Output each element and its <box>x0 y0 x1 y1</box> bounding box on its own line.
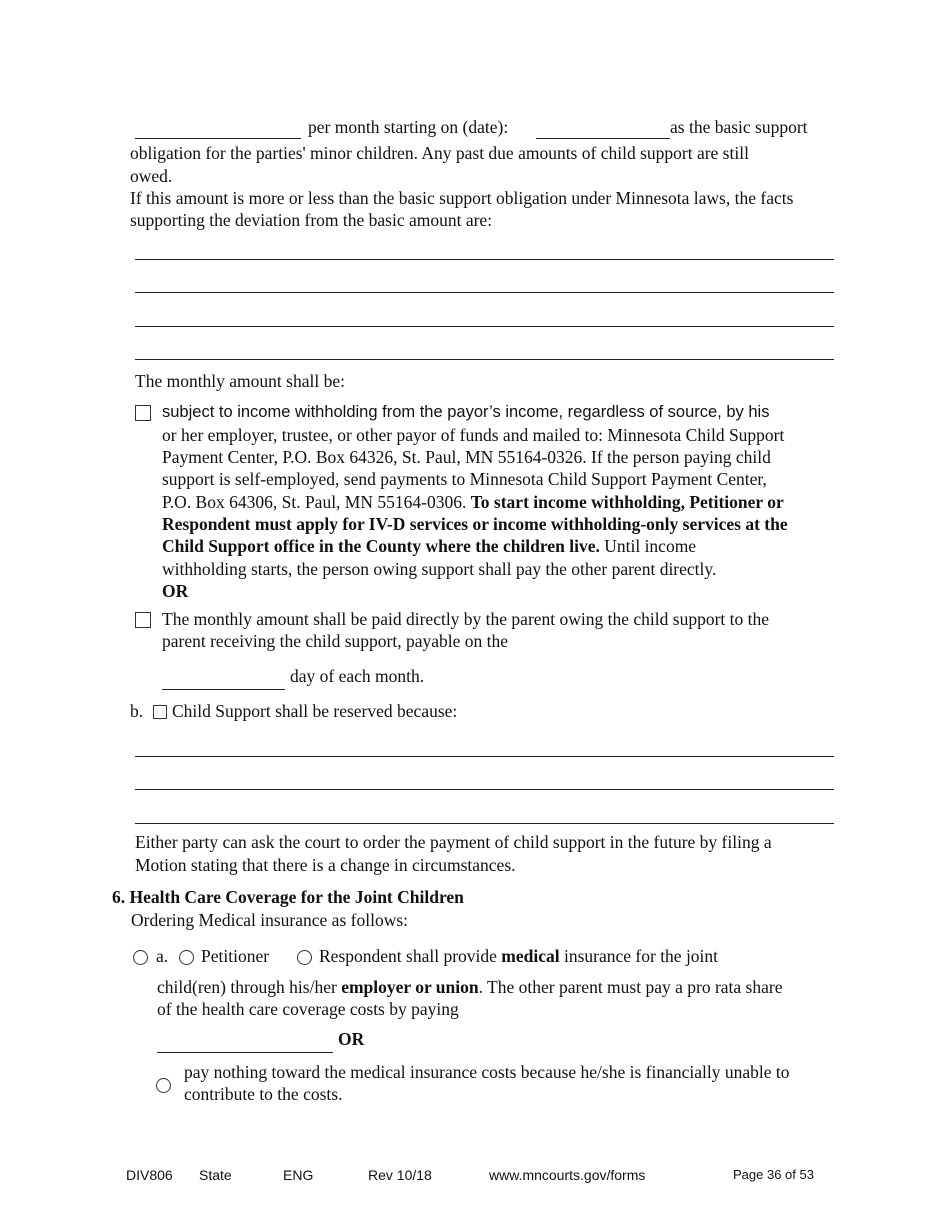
pay-nothing-line-2: contribute to the costs. <box>184 1084 343 1104</box>
deviation-line-1[interactable] <box>135 259 834 260</box>
day-of-month-field[interactable] <box>162 689 285 690</box>
either-party-line-2: Motion stating that there is a change in circumstances. <box>135 855 516 875</box>
pay-directly-line-1: The monthly amount shall be paid directly by the parent owing the child support to the <box>162 609 770 629</box>
health-subheading: Ordering Medical insurance as follows: <box>131 910 409 930</box>
reserved-letter: b. <box>130 701 144 721</box>
pay-directly-line-2: parent receiving the child support, payable on the <box>162 631 508 651</box>
pay-nothing-radio[interactable] <box>156 1078 171 1093</box>
withholding-line-5: P.O. Box 64306, St. Paul, MN 55164-0306. To start income withholding, Petitioner or <box>162 492 784 512</box>
withholding-line-7: Child Support office in the County where the children live. Until income <box>162 536 697 556</box>
health-heading: 6. Health Care Coverage for the Joint Children <box>112 887 464 907</box>
support-amount-field[interactable] <box>135 138 301 139</box>
reserved-line-2[interactable] <box>135 789 834 790</box>
footer-url[interactable]: www.mncourts.gov/forms <box>489 1167 646 1183</box>
withholding-line-4: support is self-employed, send payments to Minnesota Child Support Payment Center, <box>162 469 767 489</box>
per-month-text: per month starting on (date): <box>308 117 509 137</box>
option-a-radio[interactable] <box>133 950 148 965</box>
respondent-radio[interactable] <box>297 950 312 965</box>
deviation-line-3[interactable] <box>135 326 834 327</box>
either-party-line-1: Either party can ask the court to order the payment of child support in the future by filing a <box>135 832 772 852</box>
reserved-line-3[interactable] <box>135 823 834 824</box>
or-label: OR <box>162 581 189 601</box>
withholding-line-3: Payment Center, P.O. Box 64326, St. Paul, MN 55164-0326. If the person paying child <box>162 447 771 467</box>
petitioner-label: Petitioner <box>201 946 270 966</box>
withholding-line-8: withholding starts, the person owing support shall pay the other parent directly. <box>162 559 717 579</box>
owed-text: owed. <box>130 166 173 186</box>
footer-revision: Rev 10/18 <box>368 1167 432 1183</box>
monthly-heading: The monthly amount shall be: <box>135 371 345 391</box>
reserved-checkbox[interactable] <box>153 705 167 719</box>
pay-nothing-line-1: pay nothing toward the medical insurance costs because he/she is financially unable to <box>184 1062 790 1082</box>
withholding-line-6: Respondent must apply for IV-D services or income withholding-only services at the <box>162 514 788 534</box>
start-date-field[interactable] <box>536 138 670 139</box>
pay-directly-checkbox[interactable] <box>135 612 151 628</box>
provide-medical-line: Respondent shall provide medical insurance for the joint <box>319 946 719 966</box>
reserved-label: Child Support shall be reserved because: <box>172 701 458 721</box>
footer-page-number: Page 36 of 53 <box>733 1167 814 1182</box>
deviation-text-2: supporting the deviation from the basic amount are: <box>130 210 493 230</box>
income-withholding-checkbox[interactable] <box>135 405 151 421</box>
day-of-month-text: day of each month. <box>290 666 425 686</box>
deviation-line-2[interactable] <box>135 292 834 293</box>
footer-state: State <box>199 1167 232 1183</box>
option-a-letter: a. <box>156 946 169 966</box>
health-or-label: OR <box>338 1029 365 1049</box>
footer-form-id: DIV806 <box>126 1167 173 1183</box>
withholding-line-2: or her employer, trustee, or other payor of funds and mailed to: Minnesota Child Support <box>162 425 785 445</box>
withholding-line-1: subject to income withholding from the payor’s income, regardless of source, by his <box>162 403 770 421</box>
basic-support-text: as the basic support <box>670 117 808 137</box>
obligation-text: obligation for the parties' minor children. Any past due amounts of child support are still <box>130 143 749 163</box>
footer-language: ENG <box>283 1167 314 1183</box>
employer-union-line: child(ren) through his/her employer or union. The other parent must pay a pro rata share <box>157 977 783 997</box>
deviation-text: If this amount is more or less than the basic support obligation under Minnesota laws, the facts <box>130 188 794 208</box>
health-costs-line: of the health care coverage costs by paying <box>157 999 459 1019</box>
petitioner-radio[interactable] <box>179 950 194 965</box>
pro-rata-amount-field[interactable] <box>157 1052 333 1053</box>
reserved-line-1[interactable] <box>135 756 834 757</box>
deviation-line-4[interactable] <box>135 359 834 360</box>
